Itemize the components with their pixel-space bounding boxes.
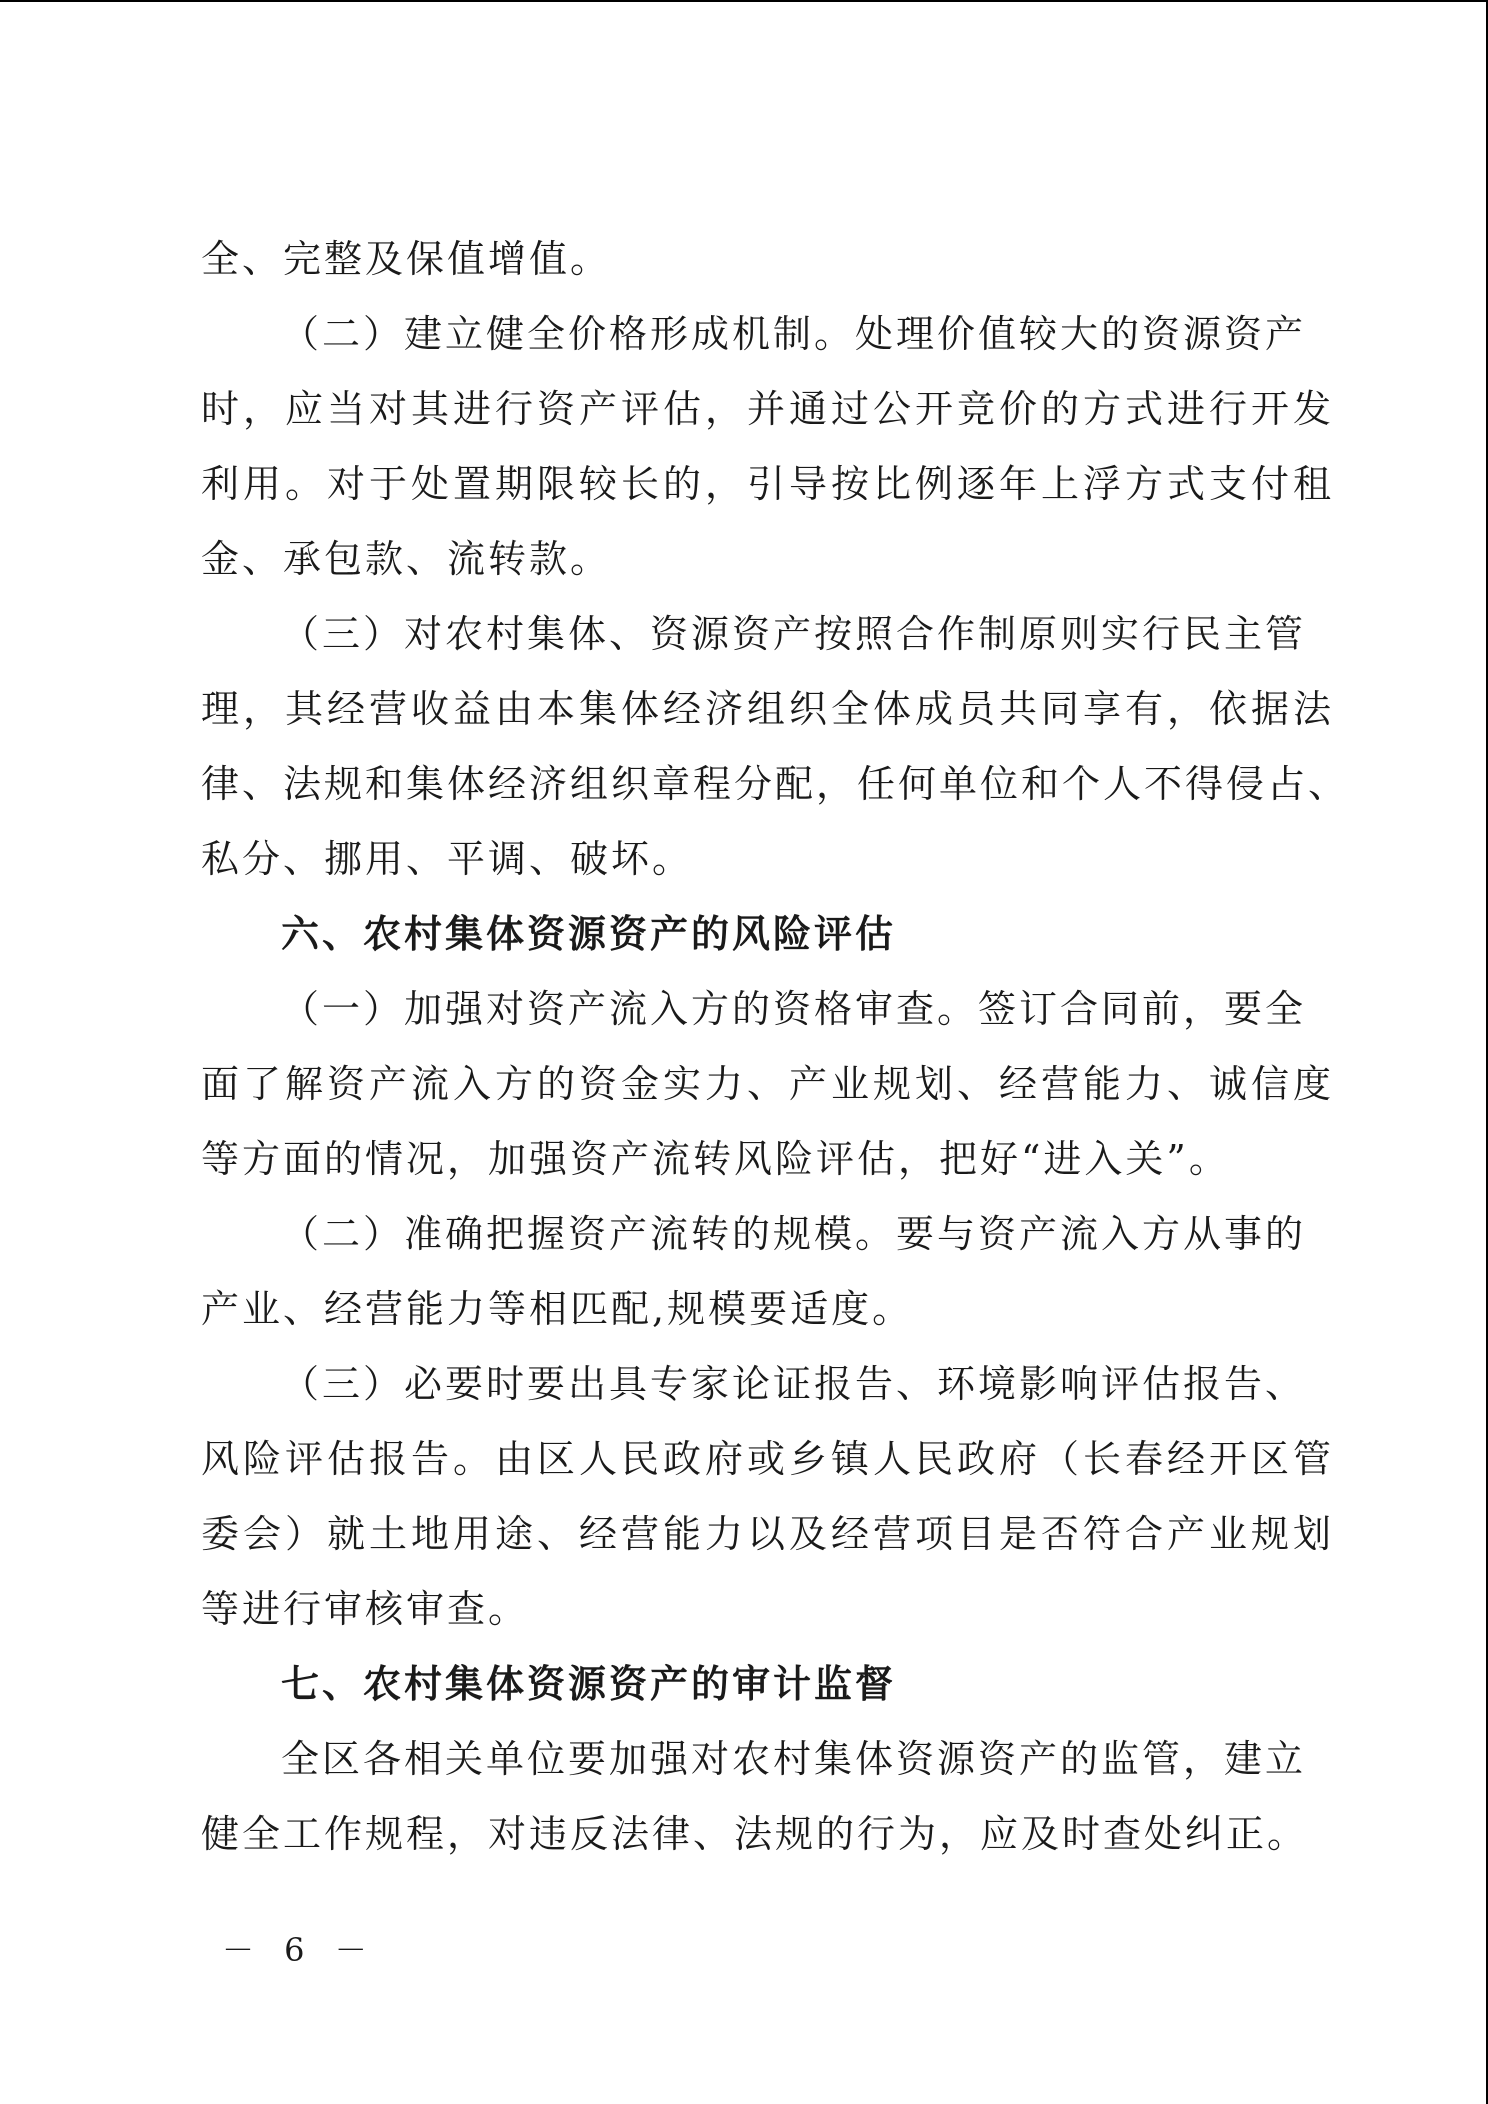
- paragraph-line: 律、法规和集体经济组织章程分配，任何单位和个人不得侵占、: [201, 762, 1350, 806]
- paragraph-line: 全、完整及保值增值。: [201, 237, 612, 281]
- paragraph-line: 利用。对于处置期限较长的，引导按比例逐年上浮方式支付租: [201, 462, 1336, 506]
- paragraph-line: 私分、挪用、平调、破坏。: [201, 837, 694, 881]
- paragraph-line: 委会）就土地用途、经营能力以及经营项目是否符合产业规划: [201, 1512, 1336, 1556]
- paragraph-line: 理，其经营收益由本集体经济组织全体成员共同享有，依据法: [201, 687, 1336, 731]
- paragraph-line: （三）对农村集体、资源资产按照合作制原则实行民主管: [281, 612, 1307, 656]
- paragraph-line: （二）建立健全价格形成机制。处理价值较大的资源资产: [281, 312, 1307, 356]
- paragraph-line: 产业、经营能力等相匹配,规模要适度。: [201, 1287, 914, 1331]
- paragraph-line: 风险评估报告。由区人民政府或乡镇人民政府（长春经开区管: [201, 1437, 1336, 1481]
- page-border-top: [0, 0, 1488, 2]
- paragraph-line: 面了解资产流入方的资金实力、产业规划、经营能力、诚信度: [201, 1062, 1336, 1106]
- paragraph-line: 时，应当对其进行资产评估，并通过公开竞价的方式进行开发: [201, 387, 1336, 431]
- document-body: [201, 222, 1350, 1872]
- section-heading: 七、农村集体资源资产的审计监督: [281, 1662, 897, 1706]
- paragraph-line: 等方面的情况，加强资产流转风险评估，把好“进入关”。: [201, 1137, 1230, 1181]
- paragraph-line: 金、承包款、流转款。: [201, 537, 612, 581]
- paragraph-line: （一）加强对资产流入方的资格审查。签订合同前，要全: [281, 987, 1307, 1031]
- paragraph-line: 全区各相关单位要加强对农村集体资源资产的监管，建立: [281, 1737, 1307, 1781]
- paragraph-line: （二）准确把握资产流转的规模。要与资产流入方从事的: [281, 1212, 1307, 1256]
- paragraph-line: 等进行审核审查。: [201, 1587, 530, 1631]
- paragraph-line: （三）必要时要出具专家论证报告、环境影响评估报告、: [281, 1362, 1307, 1406]
- page-number: － 6 －: [222, 1931, 377, 1969]
- paragraph-line: 健全工作规程，对违反法律、法规的行为，应及时查处纠正。: [201, 1812, 1309, 1856]
- section-heading: 六、农村集体资源资产的风险评估: [281, 912, 897, 956]
